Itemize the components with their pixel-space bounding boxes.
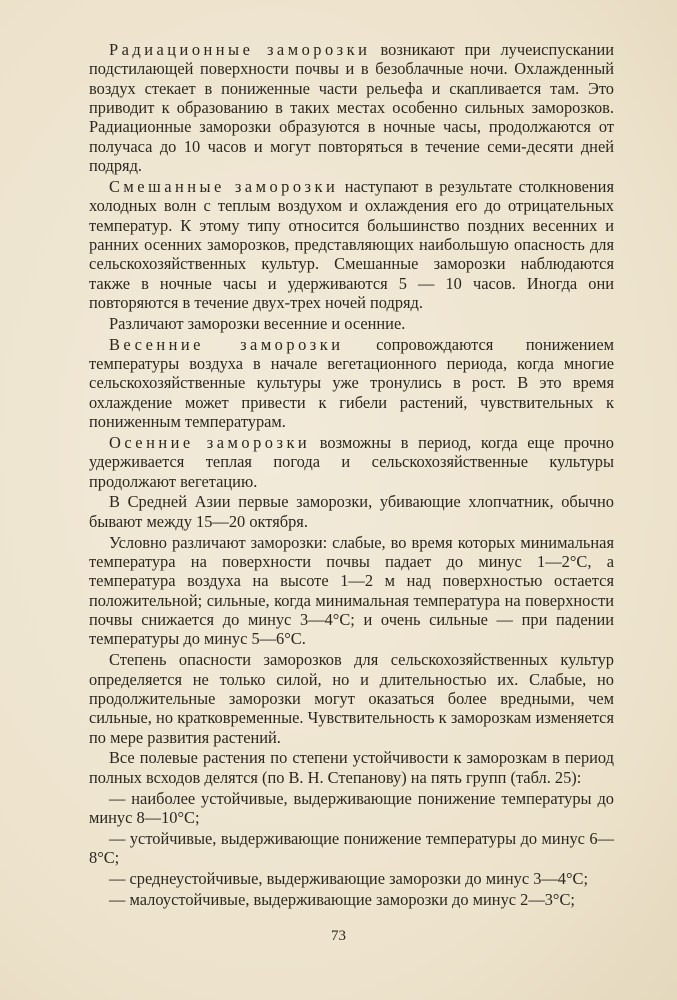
list-item-text: — малоустойчивые, выдерживающие заморозки до минус 2—3°С;	[109, 889, 575, 909]
body-text	[89, 40, 614, 911]
list-item-text: — устойчивые, выдерживающие понижение температуры до минус 6—8°С;	[89, 828, 614, 868]
list-item	[89, 890, 614, 909]
paragraph	[89, 335, 614, 432]
paragraph	[89, 492, 614, 531]
paragraph-text: возникают при лучеиспускании подстилающей поверхности почвы и в безоблачные ночи. Охлажденный воздух стекает в пониженные части рельефа и скапливается там. Это приводит к образованию в таких местах особенно сильных заморозков. Радиационные заморозки образуются в ночные часы, продолжаются от получаса до 10 часов и могут повторяться в течение семи-десяти дней подряд.	[89, 40, 614, 176]
list-item-text: — среднеустойчивые, выдерживающие заморозки до минус 3—4°С;	[109, 868, 589, 888]
paragraph	[89, 748, 614, 787]
paragraph-text: сопровождаются понижением температуры воздуха в начале вегетационного периода, когда многие сельскохозяйственные культуры уже тронулись в рост. В это время охлаждение может привести к гибели растений, чувствительных к пониженным температурам.	[89, 334, 614, 432]
paragraph-text: Степень опасности заморозков для сельскохозяйственных культур определяется не только силой, но и длительностью их. Слабые, но продолжительные заморозки могут оказаться более вредными, чем сильные, но кратковременные. Чувствительность к заморозкам изменяется по мере развития растений.	[89, 650, 614, 747]
paragraph-term: Весенние заморозки	[109, 334, 344, 354]
paragraph-text: В Средней Азии первые заморозки, убивающие хлопчатник, обычно бывают между 15—20 октября.	[89, 492, 614, 531]
list-item	[89, 829, 614, 868]
paragraph-term: Радиационные заморозки	[109, 40, 371, 59]
paragraph	[89, 40, 614, 175]
paragraph-text: наступают в результате столкновения холодных волн с теплым воздухом и охлаждения его до отрицательных температур. К этому типу относится большинство поздних весенних и ранних осенних заморозков, представляющих наибольшую опасность для сельскохозяйственных культур. Смешанные заморозки наблюдаются также в ночные часы и удерживаются 5 — 10 часов. Иногда они повторяются в течение двух-трех ночей подряд.	[89, 176, 614, 312]
paragraph-text: Условно различают заморозки: слабые, во время которых минимальная температура на поверхности почвы падает до минус 1—2°С, а температура воздуха на высоте 1—2 м над поверхностью остается положительной; сильные, когда минимальная температура на поверхности почвы снижается до минус 3—4°С; и очень сильные — при падении температуры до минус 5—6°С.	[89, 532, 614, 649]
list-item	[89, 789, 614, 828]
paragraph-text: возможны в период, когда еще прочно удерживается теплая погода и сельскохозяйственные культуры продолжают вегетацию.	[89, 432, 614, 491]
paragraph-term: Смешанные заморозки	[109, 176, 339, 196]
list-item	[89, 869, 614, 888]
list-item-text: — наиболее устойчивые, выдерживающие понижение температуры до минус 8—10°С;	[89, 788, 614, 827]
paragraph	[89, 177, 614, 312]
paragraph	[89, 314, 614, 333]
paragraph-text: Различают заморозки весенние и осенние.	[109, 313, 406, 333]
paragraph-text: Все полевые растения по степени устойчивости к заморозкам в период полных всходов делятся (по В. Н. Степанову) на пять групп (табл. 25):	[89, 748, 614, 787]
paragraph	[89, 650, 614, 747]
paragraph	[89, 433, 614, 491]
page-number: 73	[331, 928, 346, 944]
paragraph	[89, 533, 614, 649]
paragraph-term: Осенние заморозки	[109, 432, 311, 452]
